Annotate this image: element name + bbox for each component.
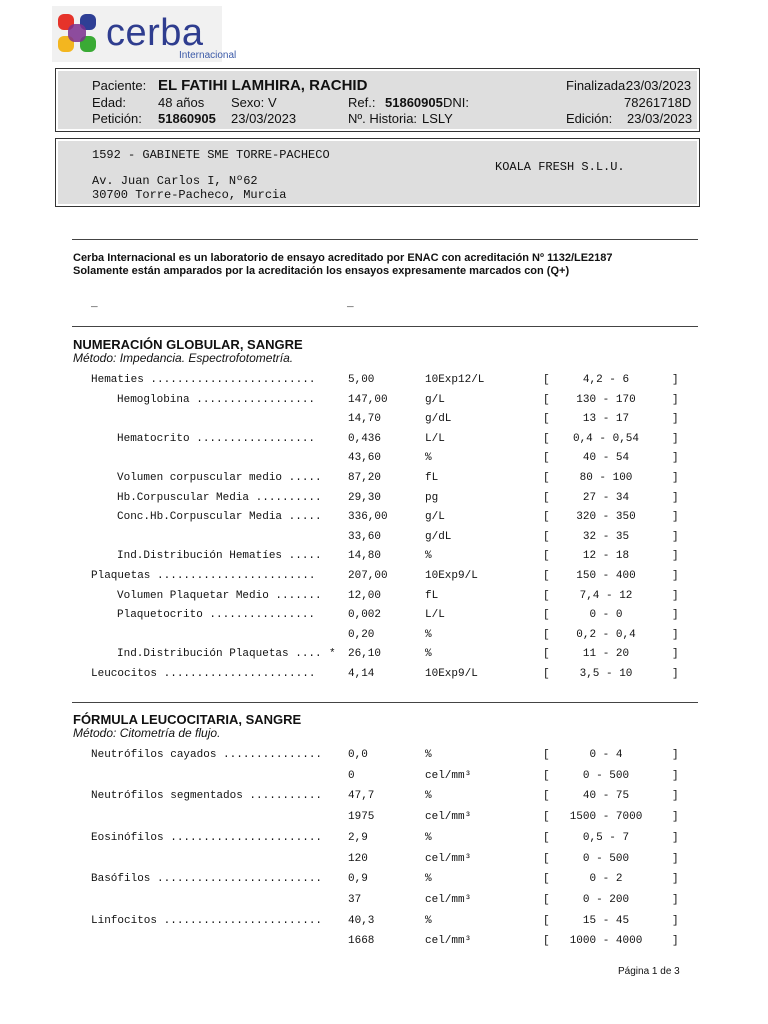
result-value: 26,10 (348, 648, 382, 661)
result-unit: cel/mm³ (425, 935, 472, 948)
range-open-bracket: [ (543, 628, 550, 641)
reference-range: 150 - 400 (576, 570, 636, 582)
result-unit: % (425, 831, 432, 844)
result-row (0, 811, 768, 831)
result-row (0, 609, 768, 629)
result-value: 43,60 (348, 452, 382, 465)
sex-label: Sexo: (231, 95, 265, 110)
result-unit: 10Exp9/L (425, 570, 478, 582)
range-open-bracket: [ (543, 749, 550, 761)
range-close-bracket: ] (672, 852, 679, 865)
reference-range: 0 - 0 (589, 609, 623, 622)
result-value: 14,70 (348, 413, 382, 426)
range-open-bracket: [ (543, 852, 550, 865)
result-unit: g/L (425, 511, 445, 524)
petition-value: 51860905 (158, 111, 216, 126)
reference-range: 0,5 - 7 (582, 831, 630, 844)
range-open-bracket: [ (543, 432, 550, 445)
test-name: Conc.Hb.Corpuscular Media ..... (117, 511, 322, 524)
edition-label: Edición: (566, 111, 613, 126)
test-name: Volumen corpuscular medio ..... (117, 472, 322, 484)
result-unit: g/L (425, 393, 445, 406)
edition-date: 23/03/2023 (627, 111, 693, 126)
result-value: 147,00 (348, 393, 388, 406)
accreditation-line1: Cerba Internacional es un laboratorio de ensayo acreditado por ENAC con acreditación Nº 1132/LE2187 (73, 252, 613, 264)
range-open-bracket: [ (543, 873, 550, 886)
reference-range: 13 - 17 (582, 413, 630, 426)
range-close-bracket: ] (672, 831, 679, 844)
reference-range: 0 - 2 (589, 873, 623, 886)
address-line1: 1592 - GABINETE SME TORRE-PACHECO (92, 148, 330, 162)
signature-dash-right: _ (347, 298, 354, 310)
result-row (0, 935, 768, 955)
reference-range: 320 - 350 (576, 511, 636, 524)
divider (72, 239, 698, 240)
range-close-bracket: ] (672, 374, 679, 386)
result-row (0, 749, 768, 769)
section-method: Método: Impedancia. Espectrofotometría. (73, 351, 294, 365)
result-unit: pg (425, 491, 439, 504)
range-close-bracket: ] (672, 472, 679, 484)
result-unit: L/L (425, 609, 445, 622)
test-name: Ind.Distribución Hematíes ..... (117, 550, 322, 563)
range-open-bracket: [ (543, 589, 550, 602)
result-unit: % (425, 914, 432, 927)
accreditation-line2: Solamente están amparados por la acreditación los ensayos expresamente marcados con (Q+) (73, 265, 570, 277)
ref-value: 51860905 (385, 95, 443, 110)
range-close-bracket: ] (672, 550, 679, 563)
result-row (0, 668, 768, 688)
result-row (0, 832, 768, 852)
range-close-bracket: ] (672, 589, 679, 602)
result-value: 29,30 (348, 491, 382, 504)
range-open-bracket: [ (543, 530, 550, 543)
result-row (0, 570, 768, 590)
result-row (0, 648, 768, 668)
result-value: 0,002 (348, 609, 382, 622)
result-value: 37 (348, 893, 362, 906)
history-label: Nº. Historia: (348, 111, 418, 126)
result-value: 33,60 (348, 530, 382, 543)
result-value: 0,436 (348, 432, 382, 445)
result-unit: L/L (425, 432, 445, 445)
ref-label: Ref.: (348, 95, 376, 110)
test-name: Plaquetocrito ................ (117, 609, 316, 622)
result-unit: % (425, 749, 432, 761)
result-row (0, 531, 768, 551)
result-value: 0 (348, 769, 355, 782)
range-close-bracket: ] (672, 413, 679, 426)
range-close-bracket: ] (672, 432, 679, 445)
range-close-bracket: ] (672, 511, 679, 524)
range-open-bracket: [ (543, 413, 550, 426)
reference-range: 4,2 - 6 (582, 374, 630, 386)
reference-range: 0 - 500 (582, 852, 630, 865)
range-close-bracket: ] (672, 452, 679, 465)
range-open-bracket: [ (543, 511, 550, 524)
result-value: 14,80 (348, 550, 382, 563)
range-open-bracket: [ (543, 811, 550, 824)
range-open-bracket: [ (543, 452, 550, 465)
reference-range: 15 - 45 (582, 914, 630, 927)
result-value: 336,00 (348, 511, 388, 524)
divider (72, 326, 698, 327)
range-close-bracket: ] (672, 935, 679, 948)
range-close-bracket: ] (672, 914, 679, 927)
address-box (55, 138, 700, 207)
result-value: 0,20 (348, 628, 375, 641)
result-row (0, 413, 768, 433)
test-name: Neutrófilos segmentados ........... (91, 790, 323, 803)
abnormal-flag: * (329, 648, 336, 661)
reference-range: 3,5 - 10 (579, 668, 633, 680)
history-value: LSLY (422, 111, 453, 126)
test-name: Ind.Distribución Plaquetas .... (117, 648, 322, 661)
result-value: 40,3 (348, 914, 375, 927)
range-close-bracket: ] (672, 790, 679, 803)
result-unit: cel/mm³ (425, 769, 472, 782)
range-close-bracket: ] (672, 491, 679, 504)
range-close-bracket: ] (672, 570, 679, 582)
result-row (0, 394, 768, 414)
age-value: 48 años (158, 95, 205, 110)
result-unit: % (425, 452, 432, 465)
section-method: Método: Citometría de flujo. (73, 726, 221, 740)
result-row (0, 492, 768, 512)
reference-range: 27 - 34 (582, 491, 630, 504)
reference-range: 7,4 - 12 (579, 589, 633, 602)
reference-range: 0,2 - 0,4 (576, 628, 636, 641)
reference-range: 40 - 54 (582, 452, 630, 465)
result-unit: fL (425, 472, 439, 484)
result-row (0, 590, 768, 610)
range-open-bracket: [ (543, 893, 550, 906)
result-value: 1975 (348, 811, 375, 824)
dni-value: 78261718D (624, 95, 692, 110)
result-unit: cel/mm³ (425, 852, 472, 865)
result-unit: 10Exp9/L (425, 668, 478, 680)
logo-subtitle: Internacional (179, 50, 237, 61)
range-open-bracket: [ (543, 831, 550, 844)
result-unit: % (425, 648, 432, 661)
range-open-bracket: [ (543, 570, 550, 582)
finalized-date: 23/03/2023 (626, 78, 692, 93)
test-name: Hematocrito .................. (117, 432, 316, 445)
reference-range: 11 - 20 (582, 648, 630, 661)
result-value: 47,7 (348, 790, 375, 803)
range-open-bracket: [ (543, 491, 550, 504)
sex-value: V (268, 95, 277, 110)
result-value: 2,9 (348, 831, 368, 844)
cerba-logo (52, 6, 237, 62)
test-name: Neutrófilos cayados ............... (91, 749, 323, 761)
test-name: Leucocitos ....................... (91, 668, 316, 680)
signature-dash-left: _ (91, 298, 98, 310)
reference-range: 80 - 100 (579, 472, 633, 484)
result-value: 0,0 (348, 749, 368, 761)
result-unit: g/dL (425, 530, 452, 543)
reference-range: 1500 - 7000 (569, 811, 643, 824)
logo-brand: cerba (106, 12, 204, 54)
test-name: Eosinófilos ....................... (91, 831, 323, 844)
test-name: Plaquetas ........................ (91, 570, 316, 582)
range-open-bracket: [ (543, 472, 550, 484)
patient-label: Paciente: (92, 78, 147, 93)
test-name: Volumen Plaquetar Medio ....... (117, 589, 322, 602)
section-title: NUMERACIÓN GLOBULAR, SANGRE (73, 337, 303, 352)
result-row (0, 853, 768, 873)
dni-label: DNI: (443, 95, 469, 110)
test-name: Hemoglobina .................. (117, 393, 316, 406)
result-unit: % (425, 873, 432, 886)
petition-date: 23/03/2023 (231, 111, 297, 126)
result-row (0, 472, 768, 492)
range-open-bracket: [ (543, 914, 550, 927)
range-close-bracket: ] (672, 648, 679, 661)
result-unit: % (425, 550, 432, 563)
result-value: 120 (348, 852, 368, 865)
address-line3: 30700 Torre-Pacheco, Murcia (92, 188, 287, 202)
range-open-bracket: [ (543, 393, 550, 406)
section-title: FÓRMULA LEUCOCITARIA, SANGRE (73, 712, 302, 727)
result-unit: % (425, 790, 432, 803)
range-open-bracket: [ (543, 790, 550, 803)
reference-range: 0,4 - 0,54 (572, 432, 639, 445)
range-close-bracket: ] (672, 628, 679, 641)
result-value: 12,00 (348, 589, 382, 602)
petition-label: Petición: (92, 111, 142, 126)
range-open-bracket: [ (543, 769, 550, 782)
result-value: 87,20 (348, 472, 382, 484)
result-row (0, 433, 768, 453)
reference-range: 0 - 4 (589, 749, 623, 761)
result-row (0, 550, 768, 570)
range-open-bracket: [ (543, 648, 550, 661)
result-unit: % (425, 628, 432, 641)
range-close-bracket: ] (672, 769, 679, 782)
result-row (0, 629, 768, 649)
reference-range: 0 - 500 (582, 769, 630, 782)
result-row (0, 770, 768, 790)
result-row (0, 915, 768, 935)
result-row (0, 452, 768, 472)
range-close-bracket: ] (672, 530, 679, 543)
test-name: Hb.Corpuscular Media .......... (117, 491, 322, 504)
range-open-bracket: [ (543, 935, 550, 948)
range-open-bracket: [ (543, 374, 550, 386)
reference-range: 12 - 18 (582, 550, 630, 563)
reference-range: 32 - 35 (582, 530, 630, 543)
range-close-bracket: ] (672, 609, 679, 622)
range-close-bracket: ] (672, 668, 679, 680)
result-value: 4,14 (348, 668, 375, 680)
result-unit: cel/mm³ (425, 893, 472, 906)
test-name: Hematies ......................... (91, 374, 316, 386)
range-close-bracket: ] (672, 749, 679, 761)
range-close-bracket: ] (672, 873, 679, 886)
result-value: 207,00 (348, 570, 388, 582)
result-value: 1668 (348, 935, 375, 948)
range-open-bracket: [ (543, 668, 550, 680)
range-open-bracket: [ (543, 550, 550, 563)
result-row (0, 894, 768, 914)
finalized-label: Finalizada: (566, 78, 629, 93)
range-open-bracket: [ (543, 609, 550, 622)
reference-range: 0 - 200 (582, 893, 630, 906)
result-unit: cel/mm³ (425, 811, 472, 824)
patient-header (55, 68, 700, 132)
result-row (0, 511, 768, 531)
reference-range: 40 - 75 (582, 790, 630, 803)
result-unit: g/dL (425, 413, 452, 426)
divider (72, 702, 698, 703)
result-unit: fL (425, 589, 439, 602)
range-close-bracket: ] (672, 811, 679, 824)
test-name: Basófilos ......................... (91, 873, 323, 886)
result-row (0, 790, 768, 810)
result-row (0, 873, 768, 893)
result-value: 0,9 (348, 873, 368, 886)
age-label: Edad: (92, 95, 126, 110)
reference-range: 1000 - 4000 (569, 935, 643, 948)
result-row (0, 374, 768, 394)
company-name: KOALA FRESH S.L.U. (495, 160, 625, 174)
address-line2: Av. Juan Carlos I, Nº62 (92, 174, 258, 188)
range-close-bracket: ] (672, 893, 679, 906)
cerba-logo-icon (56, 12, 98, 54)
result-unit: 10Exp12/L (425, 374, 485, 386)
reference-range: 130 - 170 (576, 393, 636, 406)
patient-name: EL FATIHI LAMHIRA, RACHID (158, 77, 368, 94)
range-close-bracket: ] (672, 393, 679, 406)
page-number: Página 1 de 3 (618, 966, 680, 977)
test-name: Linfocitos ........................ (91, 914, 323, 927)
result-value: 5,00 (348, 374, 375, 386)
